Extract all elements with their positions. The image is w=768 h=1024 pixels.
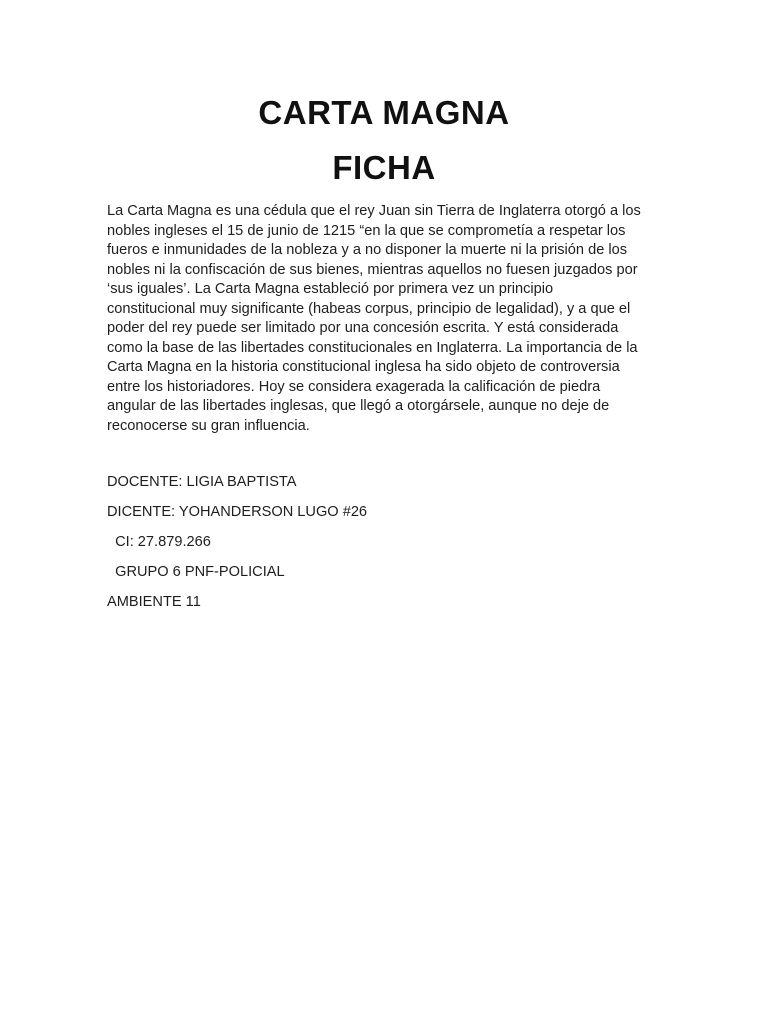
docente-line: DOCENTE: LIGIA BAPTISTA (107, 474, 297, 490)
body-line: reconocerse su gran influencia. (107, 417, 310, 434)
dicente-line: DICENTE: YOHANDERSON LUGO #26 (107, 504, 368, 520)
grupo-line: GRUPO 6 PNF-POLICIAL (107, 564, 285, 580)
body-line: ‘sus iguales’. La Carta Magna estableció por primera vez un principio (107, 281, 554, 297)
body-line: constitucional muy significante (habeas corpus, principio de legalidad), y a que el (107, 300, 631, 317)
body-line: angular de las libertades inglesas, que llegó a otorgársele, aunque no deje de (107, 398, 610, 414)
body-line: como la base de las libertades constitucionales en Inglaterra. La importancia de la (107, 339, 638, 356)
ci-line: CI: 27.879.266 (107, 534, 211, 550)
body-line: La Carta Magna es una cédula que el rey Juan sin Tierra de Inglaterra otorgó a los (107, 203, 641, 219)
body-line: entre los historiadores. Hoy se considera exagerada la calificación de piedra (107, 378, 601, 395)
body-line: Carta Magna en la historia constitucional inglesa ha sido objeto de controversia (107, 359, 620, 375)
body-line: fueros e inmunidades de la nobleza y a no disponer la muerte ni la prisión de los (107, 242, 628, 258)
body-line: nobles ingleses el 15 de junio de 1215 “en la que se comprometía a respetar los (107, 222, 626, 239)
body-paragraph (107, 202, 659, 436)
document-title: CARTA MAGNA (258, 94, 510, 131)
document-subtitle: FICHA (332, 149, 436, 186)
ambiente-line: AMBIENTE 11 (107, 594, 201, 610)
body-line: poder del rey puede ser limitado por una concesión escrita. Y está considerada (107, 320, 619, 336)
body-line: nobles ni la confiscación de sus bienes, mientras aquellos no fuesen juzgados por (107, 261, 638, 278)
